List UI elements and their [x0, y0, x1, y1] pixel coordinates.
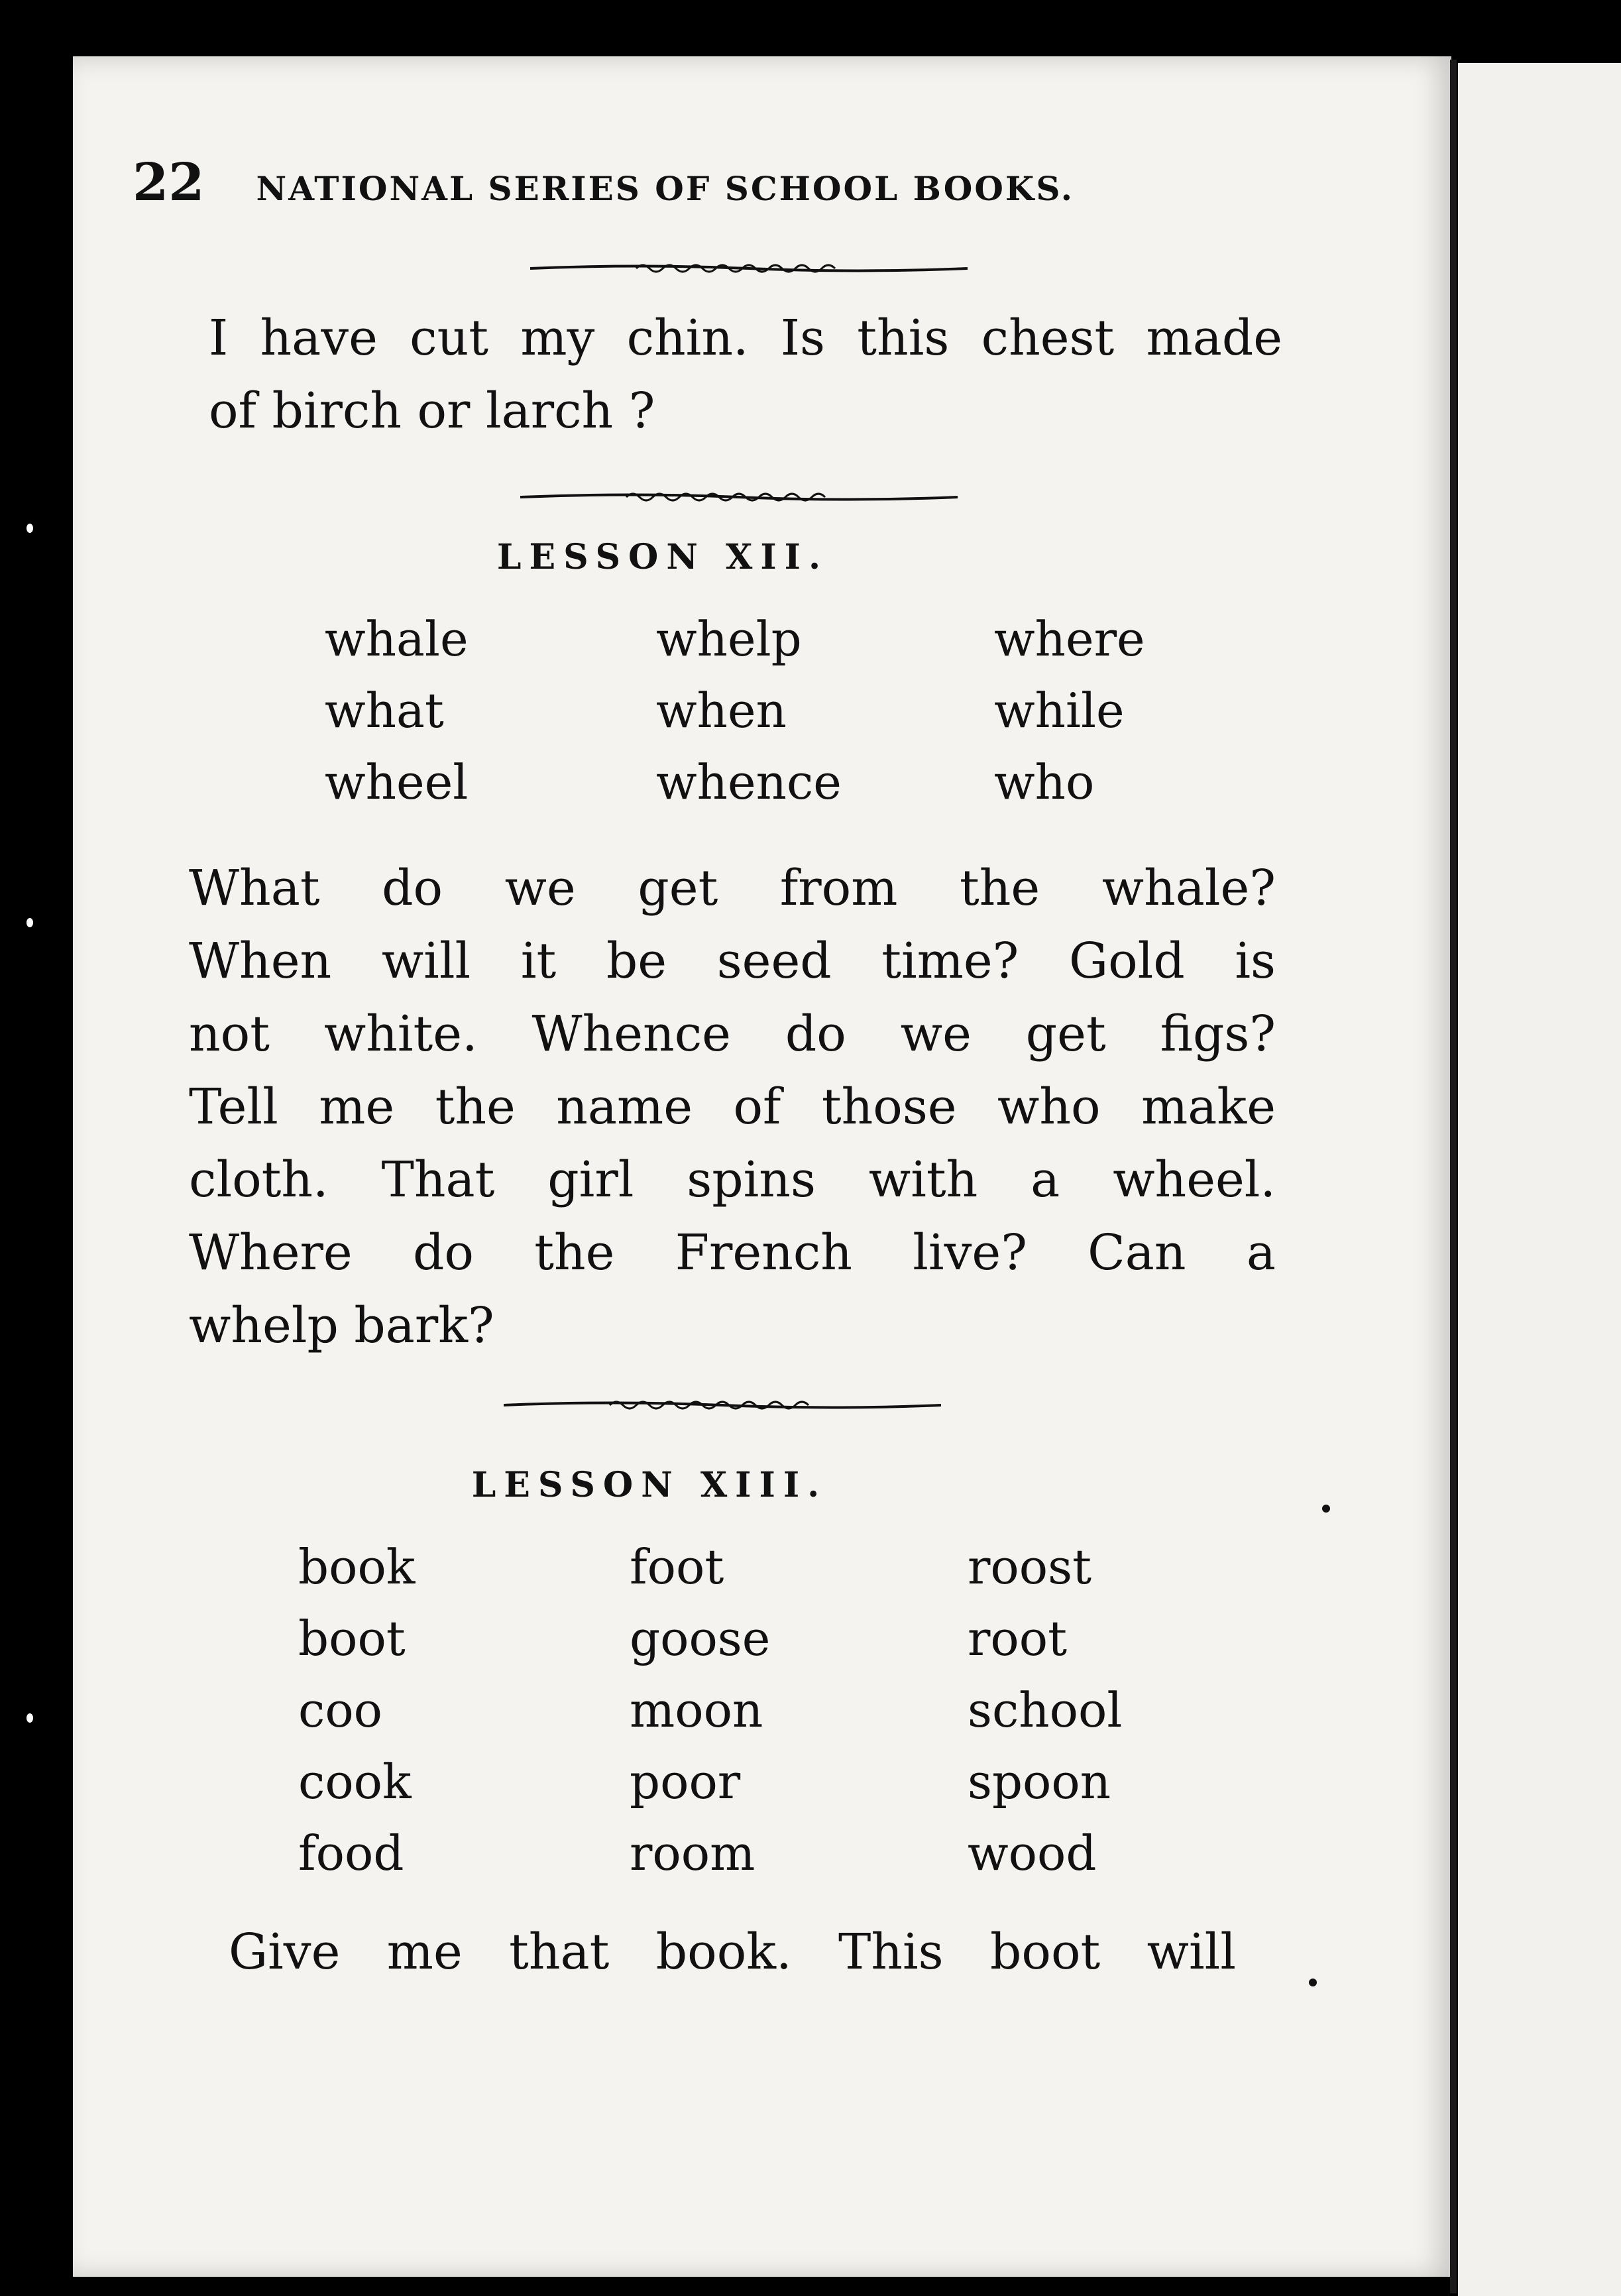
word: whelp [656, 611, 802, 667]
word: roost [968, 1539, 1091, 1595]
intro-line-1: I have cut my chin. Is this chest made [209, 310, 1282, 367]
word: wood [968, 1825, 1097, 1881]
paragraph-line: not white. Whence do we get figs? [189, 1005, 1276, 1062]
lesson-13-word-list [298, 1531, 1246, 1889]
paragraph-line: Give me that book. This boot will [229, 1923, 1236, 1980]
ornamental-rule [520, 487, 958, 507]
lesson-13-title: LESSON XIII. [471, 1465, 828, 1505]
word: when [656, 683, 787, 738]
scan-speck [27, 918, 33, 927]
ornamental-rule [530, 258, 968, 278]
word: cook [298, 1754, 412, 1809]
word: root [968, 1611, 1068, 1666]
word: while [994, 683, 1125, 738]
paragraph-line: Where do the French live? Can a [189, 1224, 1276, 1281]
intro-paragraph [209, 302, 1282, 447]
page-header [133, 152, 1206, 213]
page-number: 22 [133, 152, 205, 213]
word: whence [656, 754, 842, 810]
facing-page [1458, 63, 1621, 2296]
page-edge [1450, 60, 1457, 2293]
word: what [325, 683, 444, 738]
word: school [968, 1682, 1123, 1738]
lesson-12-title: LESSON XII. [496, 537, 829, 577]
word: goose [630, 1611, 771, 1666]
word: room [630, 1825, 755, 1881]
word: wheel [325, 754, 469, 810]
word: whale [325, 611, 469, 667]
word: foot [630, 1539, 724, 1595]
paragraph-line: What do we get from the whale? [189, 860, 1276, 917]
word: food [298, 1825, 404, 1881]
scan-dot [1322, 1505, 1330, 1513]
intro-line-2: of birch or larch ? [209, 382, 655, 439]
word: who [994, 754, 1095, 810]
ornamental-rule [504, 1395, 941, 1415]
paragraph-line: whelp bark? [189, 1297, 494, 1354]
scan-dot [1309, 1979, 1317, 1986]
lesson-12-word-list [325, 603, 1272, 818]
word: spoon [968, 1754, 1111, 1809]
word: moon [630, 1682, 763, 1738]
word: where [994, 611, 1145, 667]
lesson-12-paragraph [189, 852, 1276, 1362]
paragraph-line: cloth. That girl spins with a wheel. [189, 1151, 1276, 1208]
scan-speck [27, 524, 33, 533]
word: book [298, 1539, 416, 1595]
lesson-13-paragraph [229, 1916, 1236, 1988]
word: boot [298, 1611, 406, 1666]
running-title: NATIONAL SERIES OF SCHOOL BOOKS. [256, 169, 1075, 208]
word: poor [630, 1754, 741, 1809]
word: coo [298, 1682, 383, 1738]
paragraph-line: Tell me the name of those who make [189, 1078, 1276, 1135]
paragraph-line: When will it be seed time? Gold is [189, 933, 1276, 990]
scan-speck [27, 1713, 33, 1723]
